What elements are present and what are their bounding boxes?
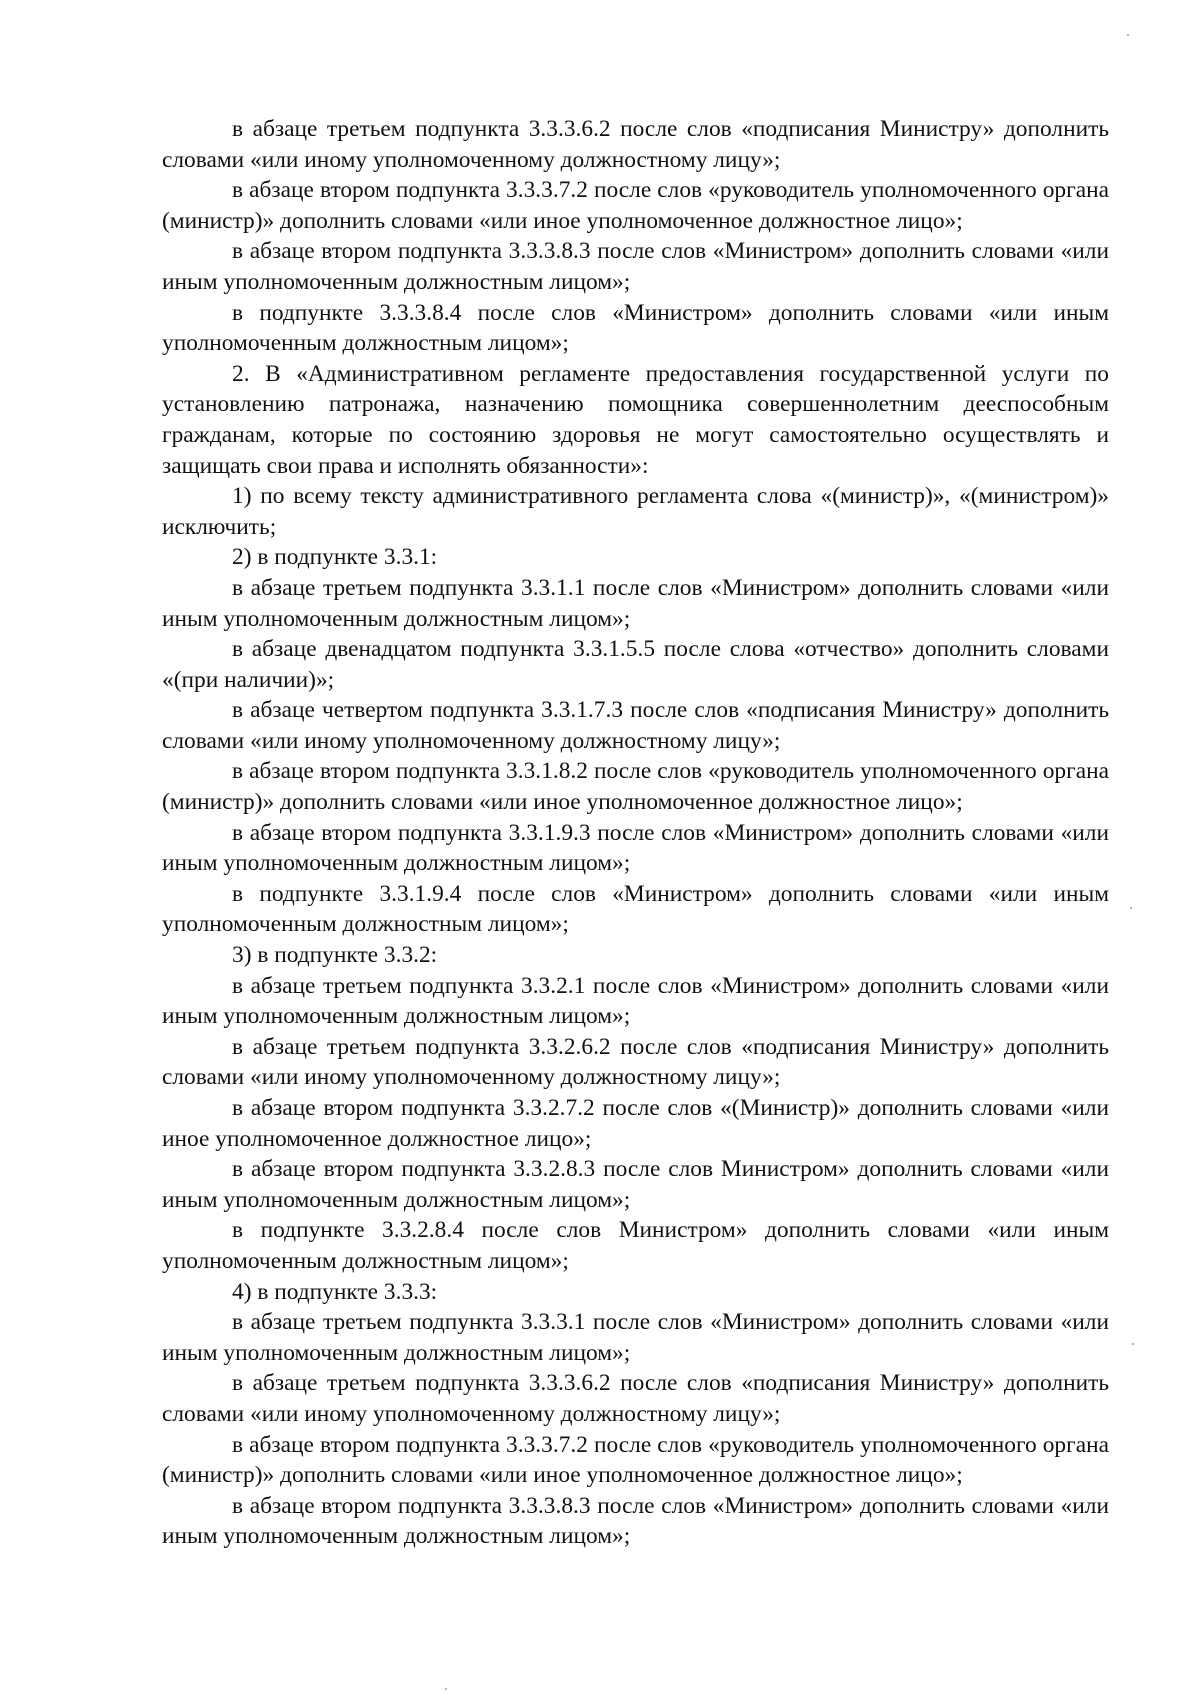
paragraph: в абзаце третьем подпункта 3.3.2.6.2 после слов «подписания Министру» дополнить словами «или иному уполномоченному должностному лицу»;	[162, 1033, 1109, 1091]
paragraph: в абзаце четвертом подпункта 3.3.1.7.3 после слов «подписания Министру» дополнить словами «или иному уполномоченному должностному лицу»;	[162, 697, 1109, 754]
paragraph: в абзаце третьем подпункта 3.3.3.6.2 после слов «подписания Министру» дополнить словами «или иному уполномоченному должностному лицу»;	[162, 1370, 1109, 1427]
paragraph: 4) в подпункте 3.3.3:	[232, 1278, 438, 1305]
paragraph: в подпункте 3.3.2.8.4 после слов Министром» дополнить словами «или иным уполномоченным должностным лицом»;	[162, 1217, 1109, 1274]
paragraph: в абзаце третьем подпункта 3.3.2.1 после слов «Министром» дополнить словами «или иным уполномоченным должностным лицом»;	[162, 972, 1109, 1030]
scan-speck	[1130, 907, 1132, 909]
paragraph: в абзаце втором подпункта 3.3.3.8.3 после слов «Министром» дополнить словами «или иным уполномоченным должностным лицом»;	[162, 238, 1109, 295]
paragraph: в абзаце третьем подпункта 3.3.3.1 после слов «Министром» дополнить словами «или иным уполномоченным должностным лицом»;	[162, 1309, 1109, 1366]
paragraph: в абзаце втором подпункта 3.3.3.7.2 после слов «руководитель уполномоченного органа (министр)» дополнить словами «или иное уполномоченное должностное лицо»;	[162, 177, 1109, 234]
paragraph: в подпункте 3.3.3.8.4 после слов «Министром» дополнить словами «или иным уполномоченным должностным лицом»;	[162, 299, 1109, 357]
paragraph: в абзаце третьем подпункта 3.3.1.1 после слов «Министром» дополнить словами «или иным уполномоченным должностным лицом»;	[162, 574, 1109, 632]
scan-speck	[1127, 34, 1129, 36]
paragraph: 2) в подпункте 3.3.1:	[232, 544, 438, 571]
paragraph: в абзаце втором подпункта 3.3.2.7.2 после слов «(Министр)» дополнить словами «или иное уполномоченное должностное лицо»;	[162, 1095, 1109, 1152]
paragraph: в подпункте 3.3.1.9.4 после слов «Министром» дополнить словами «или иным уполномоченным должностным лицом»;	[162, 880, 1109, 938]
paragraph: в абзаце втором подпункта 3.3.2.8.3 после слов Министром» дополнить словами «или иным уполномоченным должностным лицом»;	[162, 1156, 1109, 1213]
paragraph: в абзаце втором подпункта 3.3.3.7.2 после слов «руководитель уполномоченного органа (министр)» дополнить словами «или иное уполномоченное должностное лицо»;	[162, 1431, 1109, 1489]
scan-speck	[445, 1688, 447, 1690]
paragraph: в абзаце двенадцатом подпункта 3.3.1.5.5 после слова «отчество» дополнить словами «(при наличии)»;	[162, 636, 1109, 693]
scan-speck	[1132, 1343, 1134, 1345]
document-body	[162, 114, 1109, 1552]
paragraph: в абзаце втором подпункта 3.3.1.9.3 после слов «Министром» дополнить словами «или иным уполномоченным должностным лицом»;	[162, 819, 1109, 877]
paragraph: 1) по всему тексту административного регламента слова «(министр)», «(министром)» исключить;	[162, 483, 1109, 540]
paragraph: в абзаце втором подпункта 3.3.3.8.3 после слов «Министром» дополнить словами «или иным уполномоченным должностным лицом»;	[162, 1492, 1109, 1550]
paragraph: 2. В «Административном регламенте предоставления государственной услуги по установлению патронажа, назначению помощника совершеннолетним дееспособным гражданам, которые по состоянию здоровья не могут самостоятельно осуществлять и защищать свои права и исполнять обязанности»:	[162, 360, 1109, 479]
paragraph: 3) в подпункте 3.3.2:	[232, 942, 438, 969]
paragraph: в абзаце третьем подпункта 3.3.3.6.2 после слов «подписания Министру» дополнить словами «или иному уполномоченному должностному лицу»;	[162, 116, 1109, 173]
paragraph: в абзаце втором подпункта 3.3.1.8.2 после слов «руководитель уполномоченного органа (министр)» дополнить словами «или иное уполномоченное должностное лицо»;	[162, 758, 1109, 816]
